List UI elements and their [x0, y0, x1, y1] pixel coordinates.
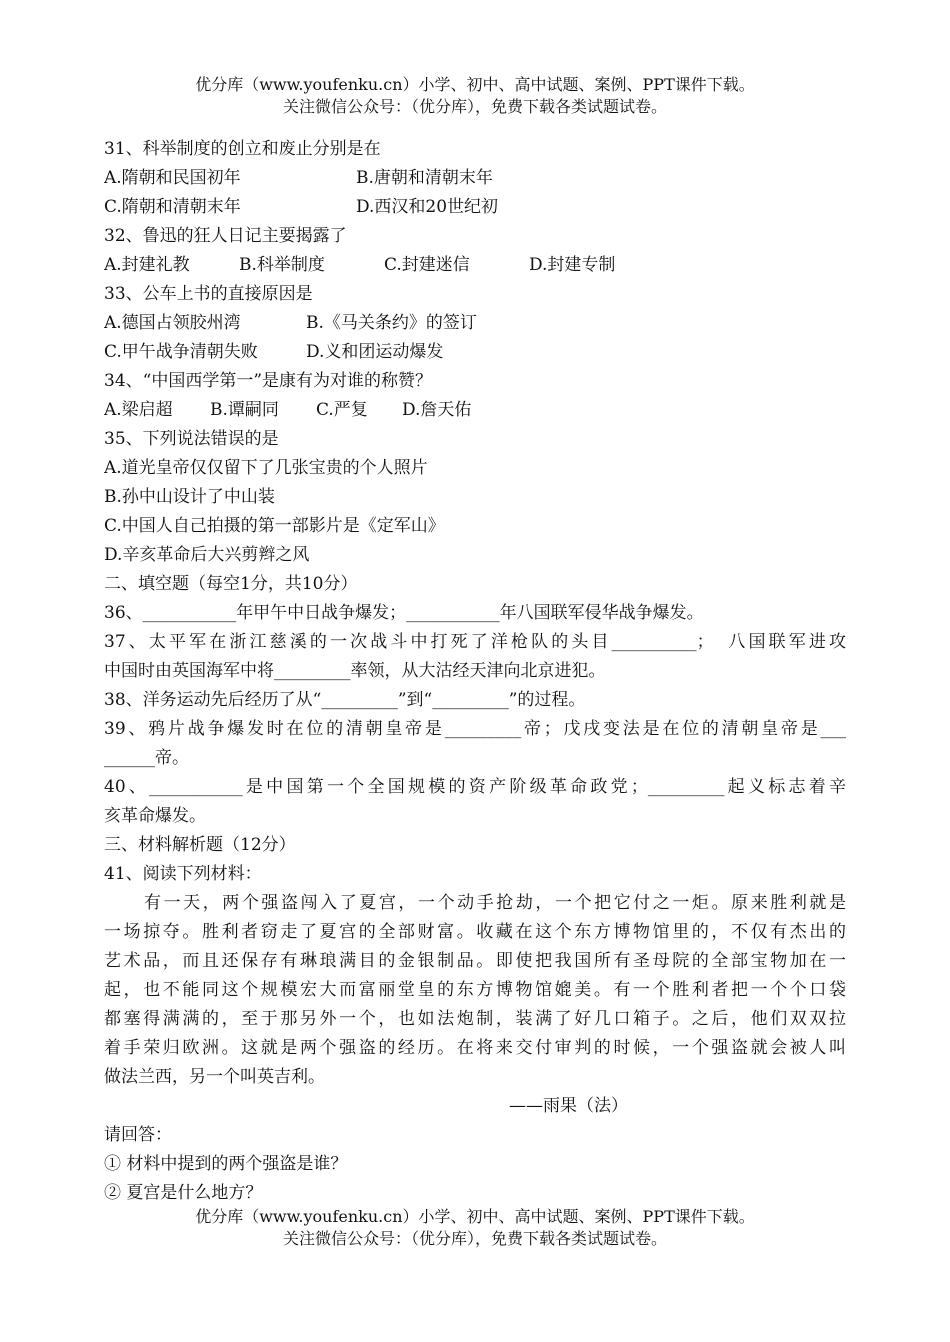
- q35-option-c: C.中国人自己拍摄的第一部影片是《定军山》: [104, 516, 445, 536]
- q41-material: [104, 889, 846, 1092]
- material-source: ——雨果（法）: [509, 1096, 628, 1116]
- q33-option-b: B.《马关条约》的签订: [306, 313, 477, 333]
- q37-line-2: 中国时由英国海军中将_________率领，从大沽经天津向北京进犯。: [104, 661, 606, 681]
- q33-options-row-1: [104, 309, 846, 338]
- material-line: 做法兰西，另一个叫英吉利。: [104, 1067, 325, 1087]
- q31-option-d: D.西汉和20世纪初: [356, 197, 499, 217]
- material-line: 都塞得满满的，至于那另外一个，也如法炮制，装满了好几口箱子。之后，他们双双拉: [104, 1009, 846, 1029]
- q32-option-b: B.科举制度: [239, 255, 325, 275]
- q33-options-row-2: [104, 338, 846, 367]
- header-line-1: 优分库（www.youfenku.cn）小学、初中、高中试题、案例、PPT课件下载。: [195, 75, 755, 94]
- footer-line-1: 优分库（www.youfenku.cn）小学、初中、高中试题、案例、PPT课件下载。: [195, 1207, 755, 1226]
- header-line-2: 关注微信公众号：（优分库），免费下载各类试题试卷。: [282, 97, 667, 116]
- q41-stem: 41、阅读下列材料：: [104, 864, 262, 884]
- material-line: 艺术品，而且还保存有琳琅满目的金银制品。即使把我国所有圣母院的全部宝物加在一: [104, 951, 846, 971]
- q34-option-c: C.严复: [316, 400, 368, 420]
- q36-text: 36、___________年甲午中日战争爆发；___________年八国联军侵华战争爆发。: [104, 603, 704, 623]
- q39-line-2: ______帝。: [104, 748, 189, 768]
- q34-option-b: B.谭嗣同: [210, 400, 279, 420]
- q31-option-a: A.隋朝和民国初年: [104, 168, 241, 188]
- q34-option-d: D.詹天佑: [402, 400, 472, 420]
- q31-option-c: C.隋朝和清朝末年: [104, 197, 241, 217]
- q31-option-b: B.唐朝和清朝末年: [356, 168, 493, 188]
- page-header: [0, 74, 950, 118]
- q33-option-d: D.义和团运动爆发: [306, 342, 444, 362]
- q31-options-row-1: [104, 164, 846, 193]
- q33-option-a: A.德国占领胶州湾: [104, 313, 241, 333]
- q32-options: [104, 251, 846, 280]
- q41-prompt: 请回答：: [104, 1125, 172, 1145]
- q38-text: 38、洋务运动先后经历了从“_________”到“_________”的过程。: [104, 690, 586, 710]
- q33-option-c: C.甲午战争清朝失败: [104, 342, 258, 362]
- q41-subquestion-1: ① 材料中提到的两个强盗是谁？: [104, 1154, 348, 1174]
- q32-option-a: A.封建礼教: [104, 255, 190, 275]
- q35-option-b: B.孙中山设计了中山装: [104, 487, 275, 507]
- section-3-heading: 三、材料解析题（12分）: [104, 835, 296, 855]
- q34-options: [104, 396, 846, 425]
- q37-line-1: 37、太平军在浙江慈溪的一次战斗中打死了洋枪队的头目__________； 八国联军进攻: [104, 632, 846, 652]
- q39-line-1: 39、鸦片战争爆发时在位的清朝皇帝是_________帝；戊戌变法是在位的清朝皇帝是___: [104, 719, 846, 739]
- material-line: 有一天，两个强盗闯入了夏宫，一个动手抢劫，一个把它付之一炬。原来胜利就是: [144, 893, 846, 913]
- q32-stem: 32、鲁迅的狂人日记主要揭露了: [104, 226, 347, 246]
- q31-stem: 31、科举制度的创立和废止分别是在: [104, 139, 381, 159]
- q35-stem: 35、下列说法错误的是: [104, 429, 279, 449]
- q31-options-row-2: [104, 193, 846, 222]
- q35-option-d: D.辛亥革命后大兴剪辫之风: [104, 545, 310, 565]
- q33-stem: 33、公车上书的直接原因是: [104, 284, 313, 304]
- footer-line-2: 关注微信公众号：（优分库），免费下载各类试题试卷。: [282, 1229, 667, 1248]
- q35-option-a: A.道光皇帝仅仅留下了几张宝贵的个人照片: [104, 458, 428, 478]
- section-2-heading: 二、填空题（每空1分，共10分）: [104, 574, 358, 594]
- material-line: 着手荣归欧洲。这就是两个强盗的经历。在将来交付审判的时候，一个强盗就会被人叫: [104, 1038, 846, 1058]
- exam-content: [104, 135, 846, 1208]
- q34-option-a: A.梁启超: [104, 400, 173, 420]
- q41-subquestion-2: ② 夏宫是什么地方？: [104, 1183, 263, 1203]
- material-line: 一场掠夺。胜利者窃走了夏宫的全部财富。收藏在这个东方博物馆里的，不仅有杰出的: [104, 922, 846, 942]
- q32-option-d: D.封建专制: [529, 255, 616, 275]
- material-line: 起，也不能同这个规模宏大而富丽堂皇的东方博物馆媲美。有一个胜利者把一个个口袋: [104, 980, 846, 1000]
- q32-option-c: C.封建迷信: [384, 255, 470, 275]
- page-footer: [0, 1206, 950, 1250]
- q34-stem: 34、“中国西学第一”是康有为对谁的称赞？: [104, 371, 433, 391]
- q40-line-2: 亥革命爆发。: [104, 806, 206, 826]
- q40-line-1: 40、___________是中国第一个全国规模的资产阶级革命政党；_________起义标志着辛: [104, 777, 846, 797]
